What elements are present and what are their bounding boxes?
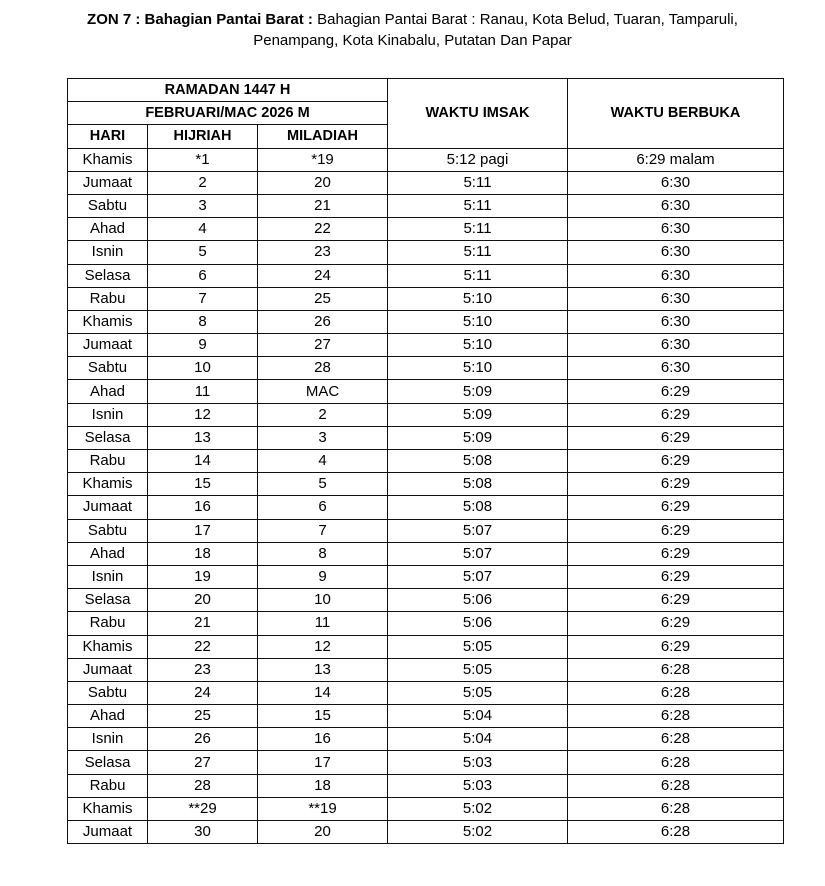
ramadan-schedule-table bbox=[67, 78, 784, 844]
imsak-cell: 5:11 bbox=[388, 171, 568, 194]
hijriah-cell: 19 bbox=[148, 565, 258, 588]
berbuka-cell: 6:29 malam bbox=[568, 148, 784, 171]
berbuka-cell: 6:30 bbox=[568, 357, 784, 380]
berbuka-cell: 6:29 bbox=[568, 542, 784, 565]
berbuka-cell: 6:29 bbox=[568, 473, 784, 496]
miladiah-cell: 16 bbox=[258, 728, 388, 751]
schedule-rows bbox=[68, 148, 784, 844]
miladiah-cell: 24 bbox=[258, 264, 388, 287]
berbuka-cell: 6:30 bbox=[568, 218, 784, 241]
zone-areas-line1: Bahagian Pantai Barat : Ranau, Kota Belud, Tuaran, Tamparuli, bbox=[312, 11, 738, 28]
hari-cell: Selasa bbox=[68, 426, 148, 449]
berbuka-cell: 6:29 bbox=[568, 496, 784, 519]
hijriah-cell: 26 bbox=[148, 728, 258, 751]
hijriah-cell: **29 bbox=[148, 797, 258, 820]
imsak-cell: 5:08 bbox=[388, 496, 568, 519]
hijriah-cell: 14 bbox=[148, 450, 258, 473]
imsak-cell: 5:11 bbox=[388, 241, 568, 264]
imsak-cell: 5:10 bbox=[388, 334, 568, 357]
zone-heading-line1 bbox=[0, 9, 825, 30]
berbuka-cell: 6:28 bbox=[568, 681, 784, 704]
hijriah-cell: 11 bbox=[148, 380, 258, 403]
hijriah-cell: 24 bbox=[148, 681, 258, 704]
table-row bbox=[68, 496, 784, 519]
hari-cell: Selasa bbox=[68, 751, 148, 774]
table-row bbox=[68, 473, 784, 496]
table-row bbox=[68, 403, 784, 426]
hari-column-header: HARI bbox=[68, 125, 148, 148]
berbuka-cell: 6:30 bbox=[568, 310, 784, 333]
miladiah-cell: 15 bbox=[258, 705, 388, 728]
table-row bbox=[68, 264, 784, 287]
berbuka-cell: 6:29 bbox=[568, 589, 784, 612]
table-row bbox=[68, 450, 784, 473]
imsak-cell: 5:05 bbox=[388, 635, 568, 658]
gregorian-period-header: FEBRUARI/MAC 2026 M bbox=[68, 102, 388, 125]
miladiah-cell: 13 bbox=[258, 658, 388, 681]
table-row bbox=[68, 171, 784, 194]
berbuka-cell: 6:28 bbox=[568, 797, 784, 820]
table-row bbox=[68, 194, 784, 217]
imsak-cell: 5:08 bbox=[388, 450, 568, 473]
miladiah-cell: 9 bbox=[258, 565, 388, 588]
berbuka-cell: 6:28 bbox=[568, 658, 784, 681]
miladiah-cell: 11 bbox=[258, 612, 388, 635]
miladiah-cell: 17 bbox=[258, 751, 388, 774]
hari-cell: Ahad bbox=[68, 705, 148, 728]
imsak-cell: 5:03 bbox=[388, 751, 568, 774]
miladiah-cell: 8 bbox=[258, 542, 388, 565]
miladiah-cell: 6 bbox=[258, 496, 388, 519]
hari-cell: Sabtu bbox=[68, 681, 148, 704]
imsak-cell: 5:10 bbox=[388, 310, 568, 333]
miladiah-cell: 12 bbox=[258, 635, 388, 658]
hari-cell: Rabu bbox=[68, 287, 148, 310]
zone-label: ZON 7 : Bahagian Pantai Barat : bbox=[87, 11, 313, 28]
hari-cell: Khamis bbox=[68, 635, 148, 658]
miladiah-cell: 4 bbox=[258, 450, 388, 473]
hijriah-cell: 30 bbox=[148, 821, 258, 844]
hari-cell: Sabtu bbox=[68, 519, 148, 542]
hijriah-cell: 28 bbox=[148, 774, 258, 797]
miladiah-cell: 14 bbox=[258, 681, 388, 704]
hijriah-cell: 18 bbox=[148, 542, 258, 565]
hari-cell: Ahad bbox=[68, 380, 148, 403]
table-row bbox=[68, 357, 784, 380]
miladiah-column-header: MILADIAH bbox=[258, 125, 388, 148]
imsak-cell: 5:06 bbox=[388, 589, 568, 612]
table-row bbox=[68, 148, 784, 171]
table-row bbox=[68, 751, 784, 774]
hijriah-cell: 4 bbox=[148, 218, 258, 241]
imsak-column-header: WAKTU IMSAK bbox=[388, 79, 568, 149]
imsak-cell: 5:09 bbox=[388, 426, 568, 449]
miladiah-cell: 20 bbox=[258, 171, 388, 194]
hari-cell: Khamis bbox=[68, 310, 148, 333]
miladiah-cell: 22 bbox=[258, 218, 388, 241]
berbuka-cell: 6:29 bbox=[568, 426, 784, 449]
table-row bbox=[68, 728, 784, 751]
imsak-cell: 5:07 bbox=[388, 542, 568, 565]
imsak-cell: 5:07 bbox=[388, 519, 568, 542]
miladiah-cell: 27 bbox=[258, 334, 388, 357]
miladiah-cell: 5 bbox=[258, 473, 388, 496]
hijriah-cell: 16 bbox=[148, 496, 258, 519]
table-row bbox=[68, 218, 784, 241]
berbuka-cell: 6:30 bbox=[568, 171, 784, 194]
miladiah-cell: MAC bbox=[258, 380, 388, 403]
hijriah-cell: 5 bbox=[148, 241, 258, 264]
hari-cell: Jumaat bbox=[68, 658, 148, 681]
berbuka-cell: 6:30 bbox=[568, 194, 784, 217]
miladiah-cell: 18 bbox=[258, 774, 388, 797]
table-row bbox=[68, 334, 784, 357]
berbuka-cell: 6:30 bbox=[568, 241, 784, 264]
hari-cell: Rabu bbox=[68, 612, 148, 635]
hari-cell: Sabtu bbox=[68, 194, 148, 217]
table-row bbox=[68, 519, 784, 542]
hari-cell: Isnin bbox=[68, 403, 148, 426]
hijriah-cell: 3 bbox=[148, 194, 258, 217]
table-row bbox=[68, 310, 784, 333]
table-row bbox=[68, 658, 784, 681]
hijriah-cell: 17 bbox=[148, 519, 258, 542]
berbuka-cell: 6:30 bbox=[568, 334, 784, 357]
hari-cell: Selasa bbox=[68, 264, 148, 287]
berbuka-column-header: WAKTU BERBUKA bbox=[568, 79, 784, 149]
table-row bbox=[68, 612, 784, 635]
hijriah-cell: 12 bbox=[148, 403, 258, 426]
imsak-cell: 5:11 bbox=[388, 264, 568, 287]
table-row bbox=[68, 589, 784, 612]
hijriah-cell: 15 bbox=[148, 473, 258, 496]
miladiah-cell: *19 bbox=[258, 148, 388, 171]
berbuka-cell: 6:28 bbox=[568, 821, 784, 844]
imsak-cell: 5:04 bbox=[388, 728, 568, 751]
hari-cell: Jumaat bbox=[68, 171, 148, 194]
imsak-cell: 5:03 bbox=[388, 774, 568, 797]
hari-cell: Ahad bbox=[68, 542, 148, 565]
zone-areas-line2: Penampang, Kota Kinabalu, Putatan Dan Papar bbox=[253, 32, 572, 49]
imsak-cell: 5:02 bbox=[388, 821, 568, 844]
hijriah-cell: 13 bbox=[148, 426, 258, 449]
hari-cell: Rabu bbox=[68, 450, 148, 473]
hari-cell: Khamis bbox=[68, 148, 148, 171]
table-row bbox=[68, 681, 784, 704]
miladiah-cell: 25 bbox=[258, 287, 388, 310]
imsak-cell: 5:11 bbox=[388, 218, 568, 241]
hijriah-cell: 22 bbox=[148, 635, 258, 658]
berbuka-cell: 6:28 bbox=[568, 774, 784, 797]
imsak-cell: 5:05 bbox=[388, 658, 568, 681]
hari-cell: Isnin bbox=[68, 241, 148, 264]
miladiah-cell: 2 bbox=[258, 403, 388, 426]
table-row bbox=[68, 797, 784, 820]
hari-cell: Jumaat bbox=[68, 821, 148, 844]
hari-cell: Selasa bbox=[68, 589, 148, 612]
table-row bbox=[68, 380, 784, 403]
imsak-cell: 5:11 bbox=[388, 194, 568, 217]
hari-cell: Ahad bbox=[68, 218, 148, 241]
berbuka-cell: 6:29 bbox=[568, 635, 784, 658]
hijriah-column-header: HIJRIAH bbox=[148, 125, 258, 148]
imsak-cell: 5:04 bbox=[388, 705, 568, 728]
hijriah-cell: 7 bbox=[148, 287, 258, 310]
zone-heading bbox=[0, 9, 825, 51]
hari-cell: Rabu bbox=[68, 774, 148, 797]
imsak-cell: 5:08 bbox=[388, 473, 568, 496]
miladiah-cell: 7 bbox=[258, 519, 388, 542]
imsak-cell: 5:05 bbox=[388, 681, 568, 704]
berbuka-cell: 6:28 bbox=[568, 728, 784, 751]
miladiah-cell: 28 bbox=[258, 357, 388, 380]
hijriah-cell: 9 bbox=[148, 334, 258, 357]
berbuka-cell: 6:29 bbox=[568, 519, 784, 542]
hijriah-cell: *1 bbox=[148, 148, 258, 171]
berbuka-cell: 6:29 bbox=[568, 403, 784, 426]
imsak-cell: 5:12 pagi bbox=[388, 148, 568, 171]
berbuka-cell: 6:28 bbox=[568, 751, 784, 774]
imsak-cell: 5:09 bbox=[388, 403, 568, 426]
berbuka-cell: 6:29 bbox=[568, 450, 784, 473]
berbuka-cell: 6:29 bbox=[568, 380, 784, 403]
table-row bbox=[68, 287, 784, 310]
imsak-cell: 5:10 bbox=[388, 357, 568, 380]
table-row bbox=[68, 542, 784, 565]
table-row bbox=[68, 705, 784, 728]
hijriah-cell: 2 bbox=[148, 171, 258, 194]
berbuka-cell: 6:29 bbox=[568, 565, 784, 588]
miladiah-cell: 10 bbox=[258, 589, 388, 612]
table-row bbox=[68, 565, 784, 588]
table-row bbox=[68, 426, 784, 449]
hari-cell: Sabtu bbox=[68, 357, 148, 380]
hijriah-cell: 20 bbox=[148, 589, 258, 612]
hari-cell: Jumaat bbox=[68, 334, 148, 357]
berbuka-cell: 6:28 bbox=[568, 705, 784, 728]
hari-cell: Khamis bbox=[68, 797, 148, 820]
hijri-period-header: RAMADAN 1447 H bbox=[68, 79, 388, 102]
imsak-cell: 5:07 bbox=[388, 565, 568, 588]
hijriah-cell: 8 bbox=[148, 310, 258, 333]
berbuka-cell: 6:30 bbox=[568, 287, 784, 310]
hijriah-cell: 23 bbox=[148, 658, 258, 681]
imsak-cell: 5:06 bbox=[388, 612, 568, 635]
miladiah-cell: 26 bbox=[258, 310, 388, 333]
imsak-cell: 5:09 bbox=[388, 380, 568, 403]
miladiah-cell: 23 bbox=[258, 241, 388, 264]
hari-cell: Jumaat bbox=[68, 496, 148, 519]
hijriah-cell: 6 bbox=[148, 264, 258, 287]
berbuka-cell: 6:29 bbox=[568, 612, 784, 635]
imsak-cell: 5:10 bbox=[388, 287, 568, 310]
hijriah-cell: 21 bbox=[148, 612, 258, 635]
miladiah-cell: 3 bbox=[258, 426, 388, 449]
imsak-cell: 5:02 bbox=[388, 797, 568, 820]
hijriah-cell: 27 bbox=[148, 751, 258, 774]
miladiah-cell: 21 bbox=[258, 194, 388, 217]
table-row bbox=[68, 241, 784, 264]
miladiah-cell: **19 bbox=[258, 797, 388, 820]
hijriah-cell: 10 bbox=[148, 357, 258, 380]
table-row bbox=[68, 774, 784, 797]
table-row bbox=[68, 821, 784, 844]
table-row bbox=[68, 635, 784, 658]
berbuka-cell: 6:30 bbox=[568, 264, 784, 287]
hari-cell: Isnin bbox=[68, 565, 148, 588]
miladiah-cell: 20 bbox=[258, 821, 388, 844]
hijriah-cell: 25 bbox=[148, 705, 258, 728]
hari-cell: Khamis bbox=[68, 473, 148, 496]
hari-cell: Isnin bbox=[68, 728, 148, 751]
